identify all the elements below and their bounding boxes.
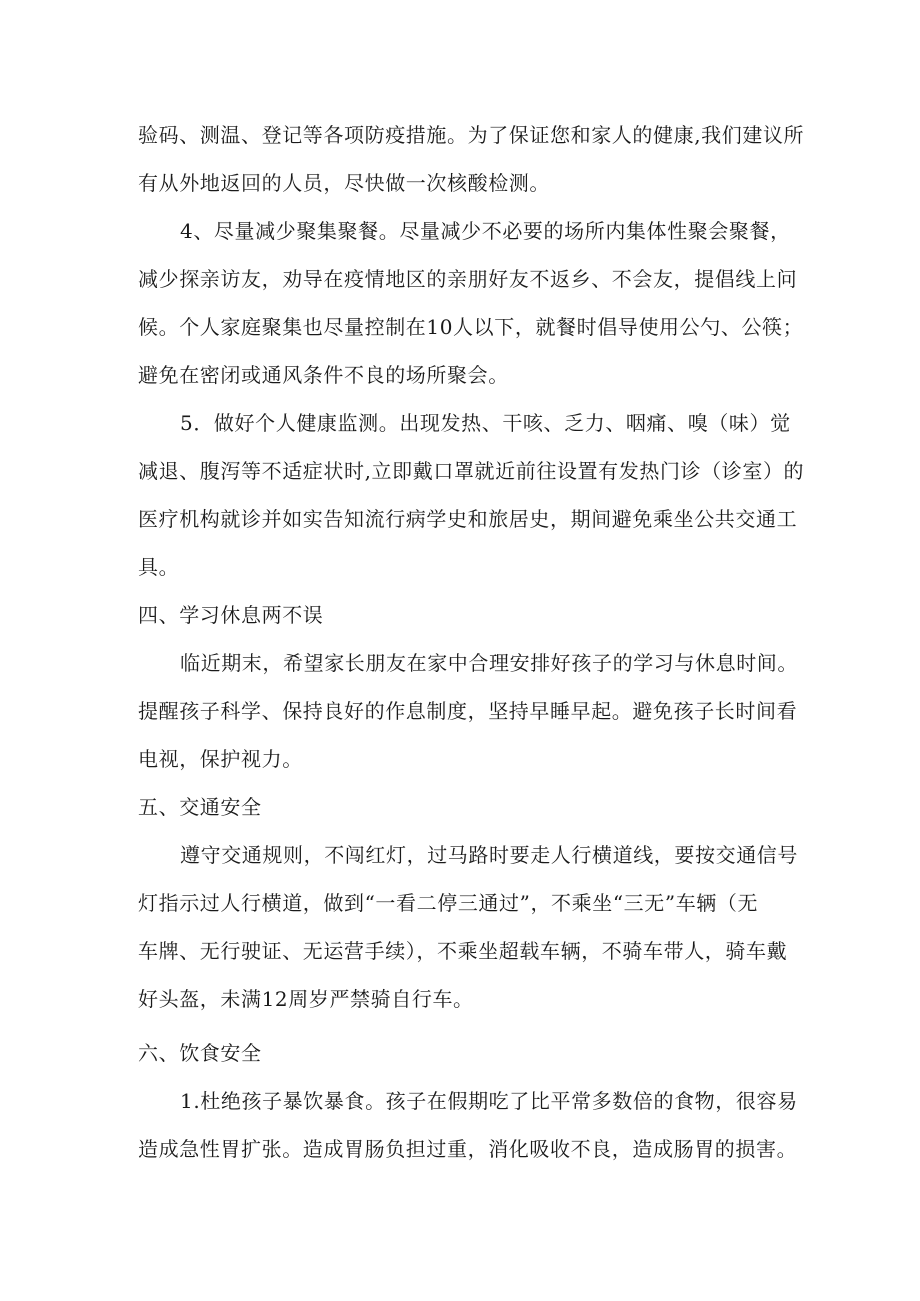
- paragraph-line: 1.杜绝孩子暴饮暴食。孩子在假期吃了比平常多数倍的食物，很容易: [180, 1089, 798, 1113]
- paragraph-line: 减少探亲访友，劝导在疫情地区的亲朋好友不返乡、不会友，提倡线上问: [138, 267, 798, 291]
- paragraph-line: 电视，保护视力。: [138, 747, 303, 771]
- paragraph-line: 车牌、无行驶证、无运营手续），不乘坐超载车辆，不骑车带人，骑车戴: [138, 939, 788, 963]
- section-heading: 四、学习休息两不误: [138, 603, 324, 627]
- paragraph-line: 遵守交通规则，不闯红灯，过马路时要走人行横道线，要按交通信号: [180, 843, 798, 867]
- paragraph-line: 造成急性胃扩张。造成胃肠负担过重，消化吸收不良，造成肠胃的损害。: [138, 1137, 798, 1161]
- paragraph-line: 灯指示过人行横道，做到“一看二停三通过”，不乘坐“三无”车辆（无: [138, 891, 759, 915]
- paragraph-line: 临近期末，希望家长朋友在家中合理安排好孩子的学习与休息时间。: [180, 651, 798, 675]
- paragraph-line: 候。个人家庭聚集也尽量控制在10人以下，就餐时倡导使用公勺、公筷；: [138, 315, 804, 339]
- paragraph-line: 好头盔，未满12周岁严禁骑自行车。: [138, 987, 474, 1011]
- paragraph-line: 有从外地返回的人员，尽快做一次核酸检测。: [138, 171, 550, 195]
- paragraph-line: 具。: [138, 555, 180, 579]
- section-heading: 六、饮食安全: [138, 1041, 262, 1065]
- paragraph-line: 4、尽量减少聚集聚餐。尽量减少不必要的场所内集体性聚会聚餐，: [180, 219, 791, 243]
- paragraph-line: 验码、测温、登记等各项防疫措施。为了保证您和家人的健康,我们建议所: [138, 123, 805, 147]
- paragraph-line: 5．做好个人健康监测。出现发热、干咳、乏力、咽痛、嗅（味）觉: [180, 411, 791, 435]
- paragraph-line: 医疗机构就诊并如实告知流行病学史和旅居史，期间避免乘坐公共交通工: [138, 507, 798, 531]
- section-heading: 五、交通安全: [138, 795, 262, 819]
- paragraph-line: 避免在密闭或通风条件不良的场所聚会。: [138, 363, 509, 387]
- paragraph-line: 提醒孩子科学、保持良好的作息制度，坚持早睡早起。避免孩子长时间看: [138, 699, 798, 723]
- paragraph-line: 减退、腹泻等不适症状时,立即戴口罩就近前往设置有发热门诊（诊室）的: [138, 459, 805, 483]
